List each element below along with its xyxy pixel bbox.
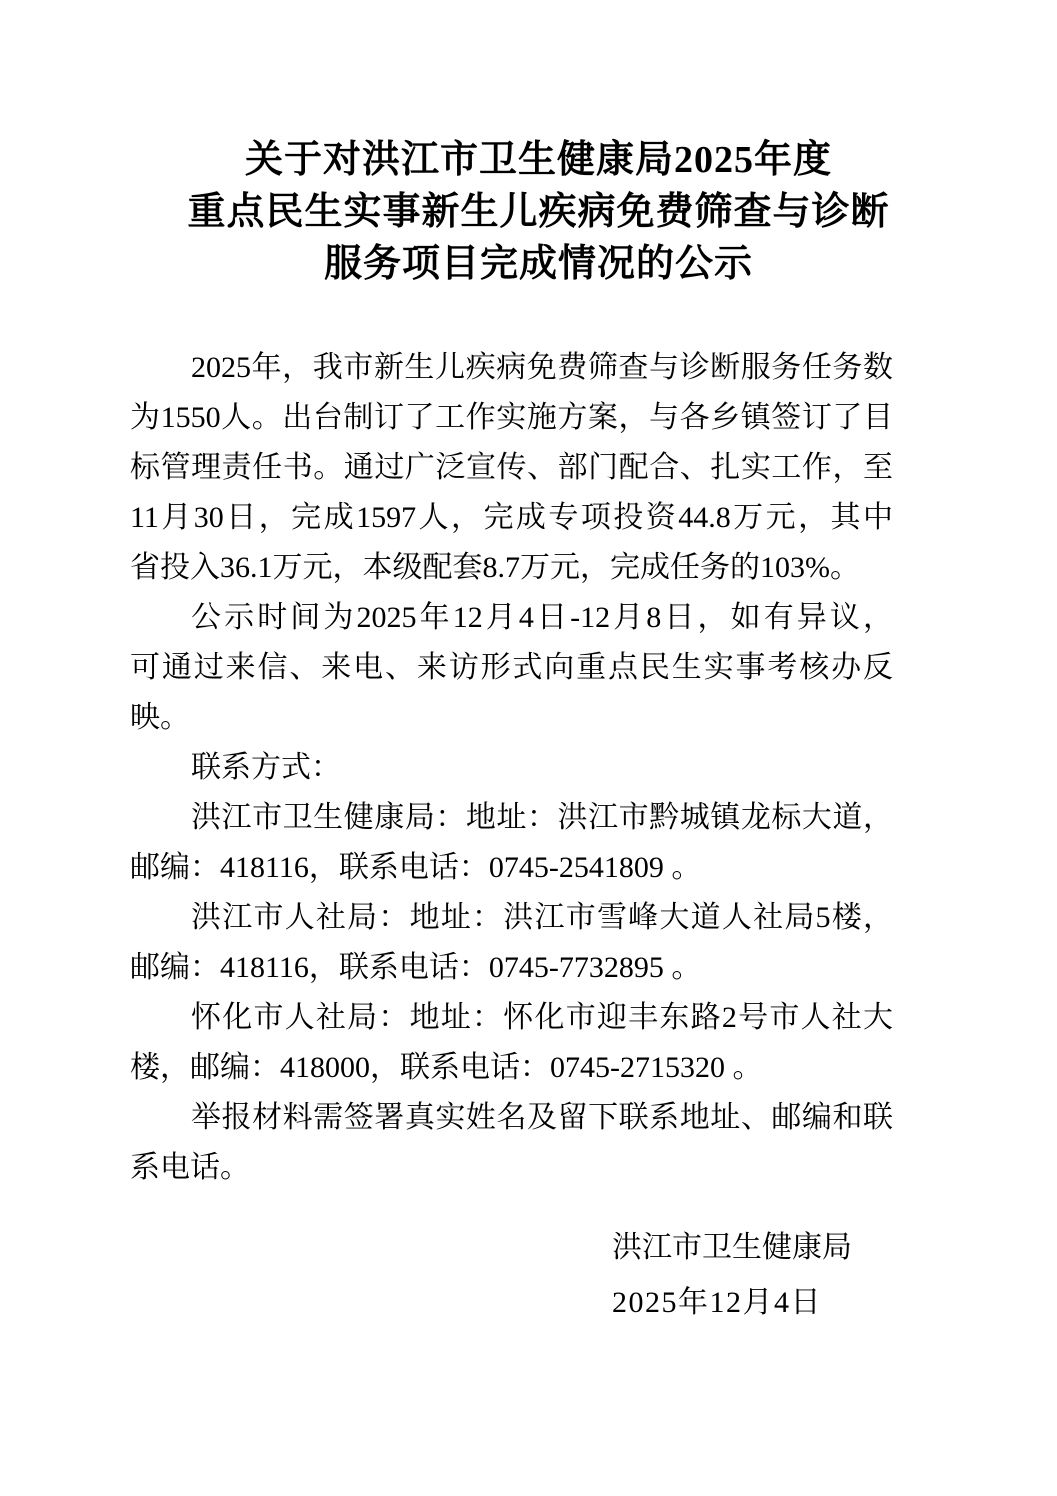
body-line: 11月30日，完成1597人，完成专项投资44.8万元，其中 [130, 501, 893, 534]
body-line: 洪江市卫生健康局：地址：洪江市黔城镇龙标大道， [191, 801, 893, 834]
body-line: 洪江市人社局：地址：洪江市雪峰大道人社局5楼， [191, 901, 893, 934]
body-line: 省投入36.1万元，本级配套8.7万元，完成任务的103%。 [130, 551, 860, 584]
body-line: 联系方式： [191, 751, 341, 784]
paragraph-report-requirements [130, 1093, 893, 1193]
body-line: 为1550人。出台制订了工作实施方案，与各乡镇签订了目 [130, 401, 893, 434]
body-line: 邮编：418116，联系电话：0745-7732895 。 [130, 951, 702, 984]
signature-date: 2025年12月4日 [612, 1286, 822, 1319]
signature-org: 洪江市卫生健康局 [612, 1231, 852, 1264]
body-line: 2025年，我市新生儿疾病免费筛查与诊断服务任务数 [191, 351, 893, 384]
body-line: 公示时间为2025年12月4日-12月8日，如有异议， [191, 601, 893, 634]
paragraph-contact-hongjiang-hr-bureau [130, 893, 893, 993]
document-body [130, 343, 893, 1193]
body-line: 楼，邮编：418000，联系电话：0745-2715320 。 [130, 1051, 763, 1084]
body-line: 可通过来信、来电、来访形式向重点民生实事考核办反 [130, 651, 893, 684]
paragraph-contact-huaihua-hr-bureau [130, 993, 893, 1093]
title-line: 关于对洪江市卫生健康局2025年度 [244, 139, 832, 181]
body-line: 怀化市人社局：地址：怀化市迎丰东路2号市人社大 [191, 1001, 893, 1034]
title-line: 重点民生实事新生儿疾病免费筛查与诊断 [187, 191, 890, 233]
paragraph-publicity-period [130, 593, 893, 743]
paragraph-contact-heading [130, 743, 893, 793]
document-title [157, 134, 920, 290]
body-line: 系电话。 [130, 1151, 250, 1184]
body-line: 标管理责任书。通过广泛宣传、部门配合、扎实工作，至 [130, 451, 893, 484]
paragraph-contact-health-bureau [130, 793, 893, 893]
title-line: 服务项目完成情况的公示 [323, 243, 753, 285]
signature-block [612, 1220, 893, 1330]
body-line: 映。 [130, 701, 190, 734]
body-line: 邮编：418116，联系电话：0745-2541809 。 [130, 851, 702, 884]
body-line: 举报材料需签署真实姓名及留下联系地址、邮编和联 [191, 1101, 893, 1134]
paragraph-task-summary [130, 343, 893, 593]
